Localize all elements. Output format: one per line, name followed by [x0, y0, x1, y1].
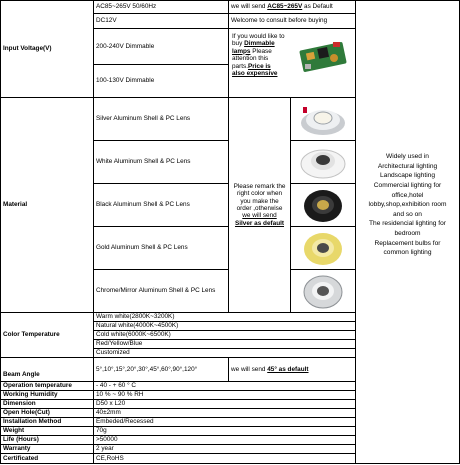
- material-silver: Silver Aluminum Shell & PC Lens: [96, 115, 191, 123]
- note-text: we will send: [231, 3, 268, 11]
- application-description: [356, 98, 459, 312]
- spec-label-life: Life (Hours): [3, 436, 39, 444]
- note-line: buy Dimmable: [232, 40, 275, 48]
- voltage-ac: AC85~265V 50/60Hz: [96, 3, 157, 11]
- material-white: White Aluminum Shell & PC Lens: [96, 158, 191, 166]
- black-lamp-image: [296, 187, 350, 224]
- color-temp-natural: Natural white(4000K~4500K): [96, 322, 179, 330]
- note-line: you make the: [240, 197, 279, 205]
- dimmable-note: [229, 31, 289, 91]
- app-line: Widely used in: [386, 153, 429, 161]
- spec-label-installation: Installation Method: [3, 418, 62, 426]
- note-line: If you would like to: [232, 33, 285, 40]
- note-text: as Default: [302, 3, 333, 11]
- note-text: we will send: [231, 365, 268, 373]
- app-line: The residencial lighting for: [369, 220, 446, 228]
- material-black: Black Aluminum Shell & PC Lens: [96, 201, 190, 209]
- app-line: and so on: [393, 210, 422, 218]
- note-line: right color when: [236, 190, 283, 198]
- voltage-200-240: 200-240V Dimmable: [96, 42, 155, 50]
- beam-angle-value: 5°,10°,15°,20°,30°,45°,60°,90°,120°: [96, 365, 198, 373]
- note-line: also expensive: [232, 70, 278, 78]
- silver-lamp-image: [296, 102, 350, 138]
- note-line: lamps Please: [232, 47, 272, 55]
- note-line: Please remark the: [233, 182, 286, 190]
- color-temp-warm: Warm white(2800K~3200K): [96, 313, 175, 321]
- spec-label-weight: Weight: [3, 427, 25, 435]
- white-lamp-image: [296, 144, 350, 181]
- material-label: Material: [3, 201, 28, 209]
- color-temp-custom: Customized: [96, 349, 130, 357]
- voltage-100-130: 100-130V Dimmable: [96, 77, 155, 85]
- voltage-dc: DC12V: [96, 17, 117, 25]
- material-gold: Gold Aluminum Shell & PC Lens: [96, 244, 188, 252]
- app-line: Replacement bulbs for: [374, 239, 441, 247]
- spec-label-warranty: Warranty: [3, 445, 31, 453]
- app-line: bedroom: [394, 229, 421, 237]
- note-line: we will send: [242, 212, 277, 220]
- beam-angle-note: [229, 358, 355, 381]
- spec-value-installation: Embeded/Recessed: [96, 418, 154, 426]
- spec-value-open-hole: 40±2mm: [96, 409, 121, 417]
- spec-value-weight: 70g: [96, 427, 107, 435]
- spec-value-life: >50000: [96, 436, 118, 444]
- spec-label-dimension: Dimension: [3, 400, 36, 408]
- app-line: common lighting: [383, 249, 432, 257]
- color-temp-cold: Cold white(6000K~6500K): [96, 331, 171, 339]
- spec-value-operation-temp: - 40 - + 60 ° C: [96, 382, 137, 390]
- app-line: Architectural lighting: [377, 162, 438, 170]
- note-line: attention this: [232, 55, 269, 63]
- app-line: Landscape lighting: [380, 172, 435, 180]
- app-line: lobby,shop,exhibition room: [368, 201, 447, 209]
- voltage-default-note: [229, 1, 355, 13]
- material-chrome: Chrome/Mirror Aluminum Shell & PC Lens: [96, 287, 216, 295]
- spec-value-dimension: D50 x L20: [96, 400, 126, 408]
- gold-lamp-image: [296, 230, 350, 267]
- spec-value-warranty: 2 year: [96, 445, 114, 453]
- chrome-lamp-image: [296, 273, 350, 310]
- spec-label-certificated: Certificated: [3, 454, 39, 462]
- spec-value-certificated: CE,RoHS: [96, 454, 124, 462]
- color-temperature-label: Color Temperature: [3, 331, 60, 339]
- spec-label-humidity: Working Humidity: [3, 391, 58, 399]
- spec-label-open-hole: Open Hole(Cut): [3, 409, 50, 417]
- spec-label-operation-temp: Operation temperature: [3, 382, 72, 390]
- material-color-note: [229, 98, 290, 312]
- note-line: order ,otherwise: [236, 205, 283, 212]
- spec-value-humidity: 10 % ~ 90 % RH: [96, 391, 144, 399]
- app-line: Commercial lighting for: [373, 182, 442, 190]
- voltage-label: Input Voltage(V): [3, 45, 52, 53]
- note-bold: 45° as default: [267, 365, 309, 373]
- color-temp-rgb: Red/Yellow/Blue: [96, 340, 143, 348]
- note-line: parts.Price is: [232, 62, 271, 70]
- voltage-consult-note: Welcome to consult before buying: [231, 17, 328, 25]
- note-bold: AC85~265V: [267, 3, 303, 11]
- note-line: Silver as default: [234, 219, 285, 227]
- app-line: office,hotel: [391, 191, 424, 199]
- driver-board-image: [297, 36, 349, 76]
- beam-angle-label: Beam Angle: [3, 370, 40, 378]
